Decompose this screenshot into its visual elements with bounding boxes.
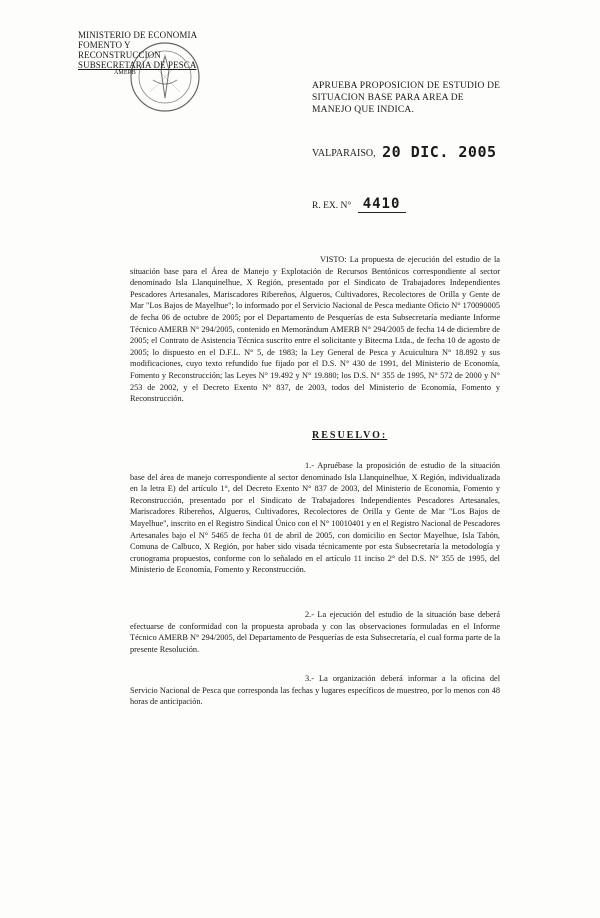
ministry-line-1: MINISTERIO DE ECONOMIA <box>78 30 198 40</box>
article-3 <box>130 673 500 708</box>
article-1 <box>130 460 500 576</box>
resolution-number: 4410 <box>358 196 406 213</box>
article-1-text: situación base del área de manejo correspondiente al sector denominado Isla Llanquinelhue, X Región, individualizada en la letra E) del artículo 1°, del Decreto Exento N° 837 de 2003, del Ministerio de Economía, Fomento y Reconstrucción, presentado por el Sindicato de Trabajadores Independientes Pescadores Artesanales, Mariscadores Ribereños, Algueros, Cultivadores, Recolectores de Orilla y Gente de Mar "Los Bajos de Mayelhue", inscrito en el Registro Sindical Único con el N° 10010401 y en el Registro Nacional de Pescadores Artesanales bajo el N° 5465 de fecha 01 de abril de 2005, con domicilio en Sector Mayelhue, Isla Tabón, Comuna de Calbuco, X Región, por haber sido visada técnicamente por esta Subsecretaría la metodología y cronograma propuestos, conforme con lo señalado en el artículo 11 inciso 2° del D.S. N° 355 de 1995, del Ministerio de Economía, Fomento y Reconstrucción. <box>130 461 500 575</box>
ministry-line-3: SUBSECRETARIA DE PESCA <box>78 60 197 70</box>
visto-text: La propuesta de ejecución del estudio de la situación base para el Área de Manejo y Explotación de Recursos Bentónicos correspondiente al sector denominado Isla Llanquinelhue, X Región, presentado por el Sindicato de Trabajadores Independientes Pescadores Artesanales, Mariscadores Ribereños, Algueros, Cultivadores, Recolectores de Orilla y Gente de Mar "Los Bajos de Mayelhue"; lo informado por el Servicio Nacional de Pesca mediante Oficio N° 170090005 de fecha 06 de octubre de 2005; por el Departamento de Pesquerías de esta Subsecretaría mediante Informe Técnico AMERB N° 294/2005, contenido en Memorándum AMERB N° 294/2005 de fecha 14 de diciembre de 2005; el Contrato de Asistencia Técnica suscrito entre el solicitante y Bitecma Ltda., de fecha 10 de agosto de 2005; lo dispuesto en el D.F.L. N° 5, de 1983; la Ley General de Pesca y Acuicultura N° 18.892 y sus modificaciones, cuyo texto refundido fue fijado por el D.S. N° 430 de 1991, del Ministerio de Economía, Fomento y Reconstrucción; las Leyes N° 19.492 y N° 19.880; los D.S. N° 355 de 1995, N° 572 de 2000 y N° 253 de 2002, y el Decreto Exento N° 837, de 2003, todos del Ministerio de Economía, Fomento y Reconstrucción. <box>130 255 500 404</box>
ministry-line-4: AMERB <box>114 70 136 76</box>
article-2-text: base deberá efectuarse de conformidad con la propuesta aprobada y con las observaciones formuladas en el Informe Técnico AMERB N° 294/2005, del Departamento de Pesquerías de esta Subsecretaría, el cual forma parte de la presente Resolución. <box>130 610 500 654</box>
dateline <box>312 142 497 160</box>
dateline-date-stamp: 20 DIC. 2005 <box>382 143 497 161</box>
visto-lead: VISTO: <box>320 255 347 264</box>
article-2-lead: 2.- La ejecución del estudio de la situación <box>305 610 457 619</box>
official-seal-icon <box>128 40 202 114</box>
resolution-number-line <box>312 196 406 213</box>
dateline-place: VALPARAISO, <box>312 148 376 159</box>
resolution-label: R. EX. N° <box>312 201 352 211</box>
document-subject: APRUEBA PROPOSICION DE ESTUDIO DE SITUACION BASE PARA AREA DE MANEJO QUE INDICA. <box>312 81 501 115</box>
article-3-text: oficina del Servicio Nacional de Pesca que corresponda las fechas y lugares específicos de muestreo, por lo menos con 48 horas de anticipación. <box>130 674 500 707</box>
article-3-lead: 3.- La organización deberá informar a la <box>305 674 457 683</box>
visto-paragraph <box>130 254 500 405</box>
article-2 <box>130 609 500 655</box>
article-1-lead: 1.- Apruébase la proposición de estudio de la <box>305 461 467 470</box>
ministry-line-2: FOMENTO Y RECONSTRUCCION <box>78 40 161 60</box>
resuelvo-heading: RESUELVO: <box>312 430 388 441</box>
